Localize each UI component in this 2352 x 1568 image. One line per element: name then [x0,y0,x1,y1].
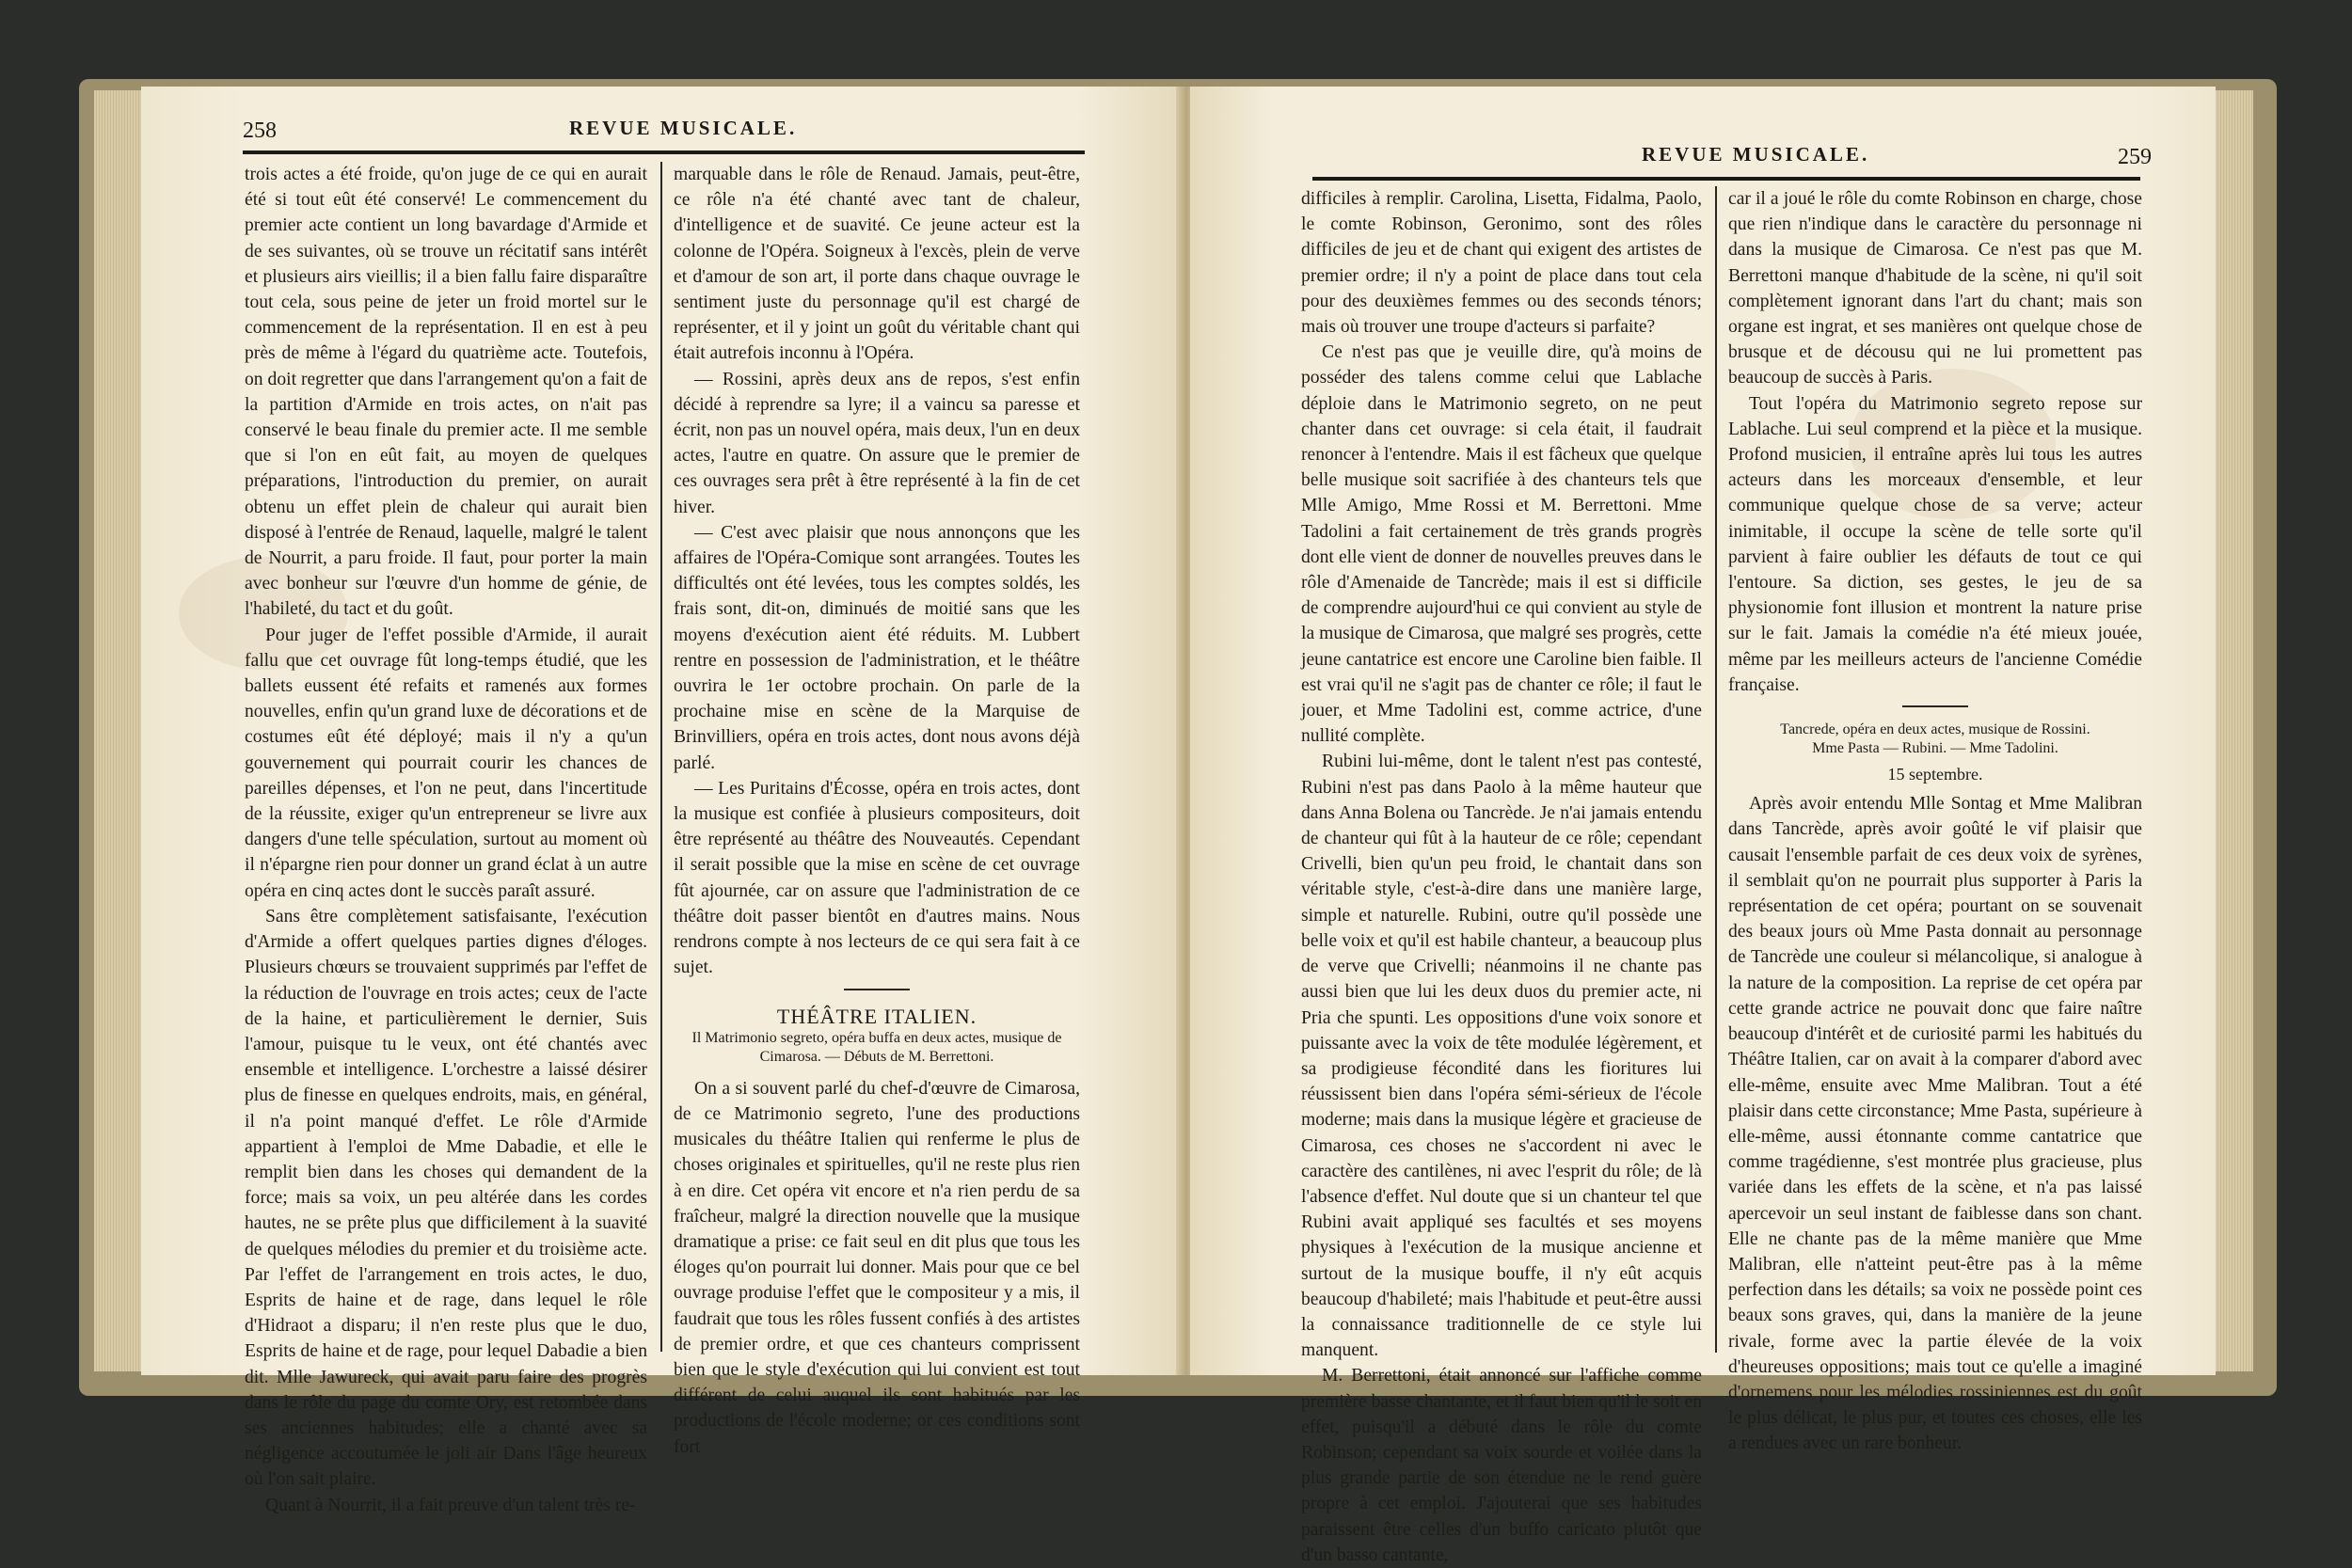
date-heading: 15 septembre. [1887,765,1983,784]
right-page [1190,87,2216,1565]
paragraph: difficiles à remplir. Carolina, Lisetta, Fidalma, Paolo, le comte Robinson, Geronimo, sont des rôles difficiles de jeu et de chant qui exigent des artistes de premier ordre; il n'y a point de place dans tout cela pour des deuxièmes femmes ou des seconds ténors; mais où trouver une troupe d'acteurs si parfaite? [1301,189,1702,338]
left-page [141,87,1181,1515]
left-column-1 [245,162,647,1515]
running-head: REVUE MUSICALE. [1642,143,1870,166]
paragraph: — Les Puritains d'Écosse, opéra en trois actes, dont la musique est confiée à plusieurs compositeurs, doit être représenté au théâtre des Nouveautés. Cependant il serait possible que la mise en scène de cet ouvrage fût ajournée, car on assure que l'administration de ce théâtre doit passer bientôt en d'autres mains. Nous rendrons compte à nos lecteurs de ce qui sera fait à ce sujet. [674,778,1080,978]
left-column-2 [674,162,1080,1457]
paragraph: Après avoir entendu Mlle Sontag et Mme Malibran dans Tancrède, après avoir goûté le vif plaisir que causait l'ensemble parfait de ces deux voix de syrènes, il semblait qu'on ne pourrait plus supporter à Paris la représentation de cet opéra; pourtant on se souvenait des beaux jours où Mme Pasta donnait au personnage de Tancrède une couleur si mélancolique, si analogue à la nature de la composition. La reprise de cet opéra par cette grande actrice ne pouvait donc que faire naître beaucoup d'intérêt et de curiosité parmi les habitués du Théâtre Italien, car on avait à la comparer d'abord avec elle-même, ensuite avec Mme Malibran. Tout a été plaisir dans cette circonstance; Mme Pasta, supérieure à elle-même, aussi étonnante comme cantatrice que comme tragédienne, s'est montrée plus gracieuse, plus variée dans les effets de la scène, et n'a pas laissé apercevoir un seul instant de faiblesse dans son chant. Elle ne chante pas de la même manière que Mme Malibran, elle n'atteint peut-être pas à la même perfection dans les détails; sa voix ne possède point ces beaux sons graves, qui, dans la manière de la jeune rivale, forme avec la partie élevée de la voix d'heureuses oppositions; mais tout ce qu'elle a imaginé d'ornemens pour les mélodies rossiniennes est du goût le plus délicat, le plus pur, et toutes ces choses, elle les a rendues avec un rare bonheur. [1728,794,2142,1454]
right-page-edges [2216,90,2253,1371]
cast-line: Mme Pasta — Rubini. — Mme Tadolini. [1812,740,2058,757]
section-title: THÉÂTRE ITALIEN. [776,1004,977,1028]
page-number: 258 [243,119,277,143]
paragraph: Quant à Nourrit, il a fait preuve d'un talent très re- [265,1495,636,1515]
section-separator [844,989,910,990]
running-head: REVUE MUSICALE. [569,117,798,139]
paragraph: car il a joué le rôle du comte Robinson en charge, chose que rien n'indique dans le caractère du personnage ni dans la musique de Cimarosa. Ce n'est pas que M. Berrettoni manque d'habitude de la scène, ni qu'il soit complètement ignorant dans l'art du chant; mais son organe est ingrat, et ses manières ont quelque chose de brusque et de décousu qui ne lui promettent pas beaucoup de succès à Paris. [1728,189,2142,388]
column-divider [1715,186,1717,1353]
right-column-1 [1301,186,1702,1565]
right-column-2 [1728,186,2142,1454]
left-page-edges [94,90,141,1371]
paragraph: Pour juger de l'effet possible d'Armide, il aurait fallu que cet ouvrage fût long-temps étudié, que les ballets eussent été refaits et ramenés aux formes nouvelles, enfin qu'un grand luxe de décorations et de costumes eût été déployé; mais il n'y a qu'un gouvernement qui pourrait courir les chances de pareilles dépenses, et l'on ne peut, dans l'incertitude de la réussite, exiger qu'un entrepreneur se livre aux dangers d'une telle spéculation, surtout au moment où il n'épargne rien pour donner un grand éclat à un autre opéra en cinq actes dont le succès paraît assuré. [245,625,647,901]
header-rule [1312,177,2140,181]
section-separator [1902,705,1968,707]
paragraph: Ce n'est pas que je veuille dire, qu'à moins de posséder des talens comme celui que Lablache déploie dans le Matrimonio segreto, on ne peut chanter dans cet ouvrage: si cela était, il faudrait renoncer à l'entendre. Mais il est fâcheux que quelque belle musique soit sacrifiée à des chanteurs tels que Mlle Amigo, Mme Rossi et M. Berrettoni. Mme Tadolini a fait certainement de très grands progrès dont elle vient de donner de nouvelles preuves dans le rôle d'Amenaide de Tancrède; mais il est si difficile de comprendre aujourd'hui ce qui convient au style de la musique de Cimarosa, que malgré ses progrès, cette jeune cantatrice est encore une Caroline bien faible. Il est vrai qu'il ne s'agit pas de chanter ce rôle; il faut le jouer, et Mme Tadolini est, comme actrice, d'une nullité complète. [1301,342,1702,747]
page-number: 259 [2118,145,2152,169]
paragraph: M. Berrettoni, était annoncé sur l'affiche comme première basse chantante, et il faut bien qu'il le soit en effet, puisqu'il a débuté dans le rôle du comte Robinson; cependant sa voix sourde et voilée dans la plus grande partie de son étendue ne le rend guère propre à cet emploi. J'ajouterai que ses habitudes paraissent être celles d'un buffo caricato plutôt que d'un basso cantante, [1301,1366,1702,1565]
header-rule [243,150,1085,154]
paragraph: Tout l'opéra du Matrimonio segreto repose sur Lablache. Lui seul comprend et la pièce et la musique. Profond musicien, il entraîne après lui tous les autres acteurs dans les morceaux d'ensemble, et leur communique quelque chose de sa verve; acteur inimitable, il occupe la scène de telle sorte qu'il parvient à faire oublier les défauts de tout ce qui l'entoure. Sa diction, ses gestes, le jeu de sa physionomie font illusion et montrent la nature prise sur le fait. Jamais la comédie n'a été mieux jouée, même par les meilleurs acteurs de l'ancienne Comédie française. [1728,393,2142,695]
paragraph: On a si souvent parlé du chef-d'œuvre de Cimarosa, de ce Matrimonio segreto, l'une des productions musicales du théâtre Italien qui renferme le plus de choses originales et spirituelles, qu'il ne reste plus rien à en dire. Cet opéra vit encore et n'a rien perdu de sa fraîcheur, malgré la direction nouvelle que la musique dramatique a prise: ce fait seul en dit plus que tous les éloges qu'on pourrait lui donner. Mais pour que ce bel ouvrage produise l'effet que le compositeur y a mis, il faudrait que tous les rôles fussent confiés à des artistes de premier ordre, et que ces chanteurs comprissent bien que le style d'exécution qui lui convient est tout différent de celui auquel ils sont habitués par les productions de l'école moderne; or ces conditions sont fort [674,1078,1080,1457]
column-divider [660,162,662,1352]
paragraph: Rubini lui-même, dont le talent n'est pas contesté, Rubini n'est pas dans Paolo à la même hauteur que dans Anna Bolena ou Tancrède. Je n'ai jamais entendu de chanteur qui fût à la hauteur de ce rôle; cependant Crivelli, bien qu'un peu froid, le chantait dans son véritable style, c'est-à-dire dans une manière large, simple et naturelle. Rubini, outre qu'il possède une belle voix et qu'il est habile chanteur, a beaucoup plus de verve que Crivelli; néanmoins il ne chante pas aussi bien que lui les deux duos du premier acte, ni Pria che spunti. Les oppositions d'une voix sonore et puissante avec la voix de tête modulée légèrement, et sa prodigieuse fécondité dans les fioritures lui réussissent bien dans l'opéra sémi-sérieux de l'école moderne; mais dans la musique légère et gracieuse de Cimarosa, ces choses ne s'accordent ni avec le caractère des cantilènes, ni avec l'esprit du rôle; de là l'absence d'effet. Nul doute que si un chanteur tel que Rubini avait appliqué ses facultés et ses moyens physiques à l'exécution de la musique ancienne et surtout de la musique bouffe, il n'y eût acquis beaucoup d'habileté; mais l'habitude et peut-être aussi la connaissance traditionnelle de ce style lui manquent. [1301,752,1702,1361]
paragraph: trois actes a été froide, qu'on juge de ce qui en aurait été si tout eût été conservé! Le commencement du premier acte contient un long bavardage d'Armide et de ses suivantes, où se trouve un récitatif sans intérêt et plusieurs airs vieillis; il a bien fallu faire disparaître tout cela, sous peine de jeter un froid mortel sur le commencement de la représentation. Il en est à peu près de même à l'égard du quatrième acte. Toutefois, on doit regretter que dans l'arrangement qu'on a fait de la partition d'Armide en trois actes, on n'ait pas conservé le beau finale du premier acte. Il me semble que si l'on en eût fait, au moyen de quelques préparations, l'introduction du premier, on aurait obtenu un effet plein de chaleur qui aurait bien disposé à l'entrée de Renaud, laquelle, malgré le talent de Nourrit, a paru froide. Il faut, pour porter la main avec bonheur sur l'œuvre d'un homme de génie, de l'habileté, du tact et du goût. [245,165,647,620]
paragraph: — C'est avec plaisir que nous annonçons que les affaires de l'Opéra-Comique sont arrangées. Toutes les difficultés ont été levées, tous les comptes soldés, les frais sont, dit-on, diminués de moitié sans que les moyens d'exécution aient été réduits. M. Lubbert rentre en possession de l'administration, et le théâtre ouvrira le 1er octobre prochain. On parle de la prochaine mise en scène de la Marquise de Brinvilliers, opéra en trois actes, dont nous avons déjà parlé. [674,522,1080,773]
paragraph: marquable dans le rôle de Renaud. Jamais, peut-être, ce rôle n'a été chanté avec tant de chaleur, d'intelligence et de suavité. Ce jeune acteur est la colonne de l'Opéra. Soigneux à l'excès, plein de verve et d'amour de son art, il porte dans chaque ouvrage le sentiment juste du personnage qu'il est chargé de représenter, et il y joint un goût du véritable chant qui était autrefois inconnu à l'Opéra. [674,165,1080,364]
paragraph: — Rossini, après deux ans de repos, s'est enfin décidé à reprendre sa lyre; il a vaincu sa paresse et écrit, non pas un nouvel opéra, mais deux, l'un en deux actes, l'autre en quatre. On assure que le premier de ces ouvrages sera prêt à être représenté à la fin de cet hiver. [674,369,1080,517]
paragraph: Sans être complètement satisfaisante, l'exécution d'Armide a offert quelques parties dignes d'éloges. Plusieurs chœurs se trouvaient supprimés par l'effet de la réduction de l'ouvrage en trois actes; ceux de l'acte de la haine, et particulièrement le dernier, Suis l'amour, puisque tu le veux, ont été chantés avec ensemble et intelligence. L'orchestre a laissé désirer plus de finesse en quelques endroits, mais, en général, il n'a point manqué d'effet. Le rôle d'Armide appartient à l'emploi de Mme Dabadie, et elle le remplit bien dans les choses qui demandent de la force; mais sa voix, un peu altérée dans les cordes hautes, ne se prête plus que difficilement à la suavité de quelques mélodies du premier et du troisième acte. Par l'effet de l'arrangement en trois actes, le duo, Esprits de haine et de rage, dans lequel le rôle d'Hidraot a disparu; il n'en reste plus que le duo, Esprits de haine et de rage, pour lequel Dabadie a bien dit. Mlle Jawureck, qui avait paru faire des progrès dans le rôle du page du comte Ory, est retombée dans ses anciennes habitudes; elle a chanté avec sa négligence accoutumée le joli air Dans l'âge heureux où l'on sait plaire. [245,906,647,1490]
section-subtitle: Tancrede, opéra en deux actes, musique de Rossini. [1780,721,2090,738]
section-subtitle: Il Matrimonio segreto, opéra buffa en deux actes, musique de Cimarosa. — Débuts de M. Berrettoni. [691,1029,1062,1065]
